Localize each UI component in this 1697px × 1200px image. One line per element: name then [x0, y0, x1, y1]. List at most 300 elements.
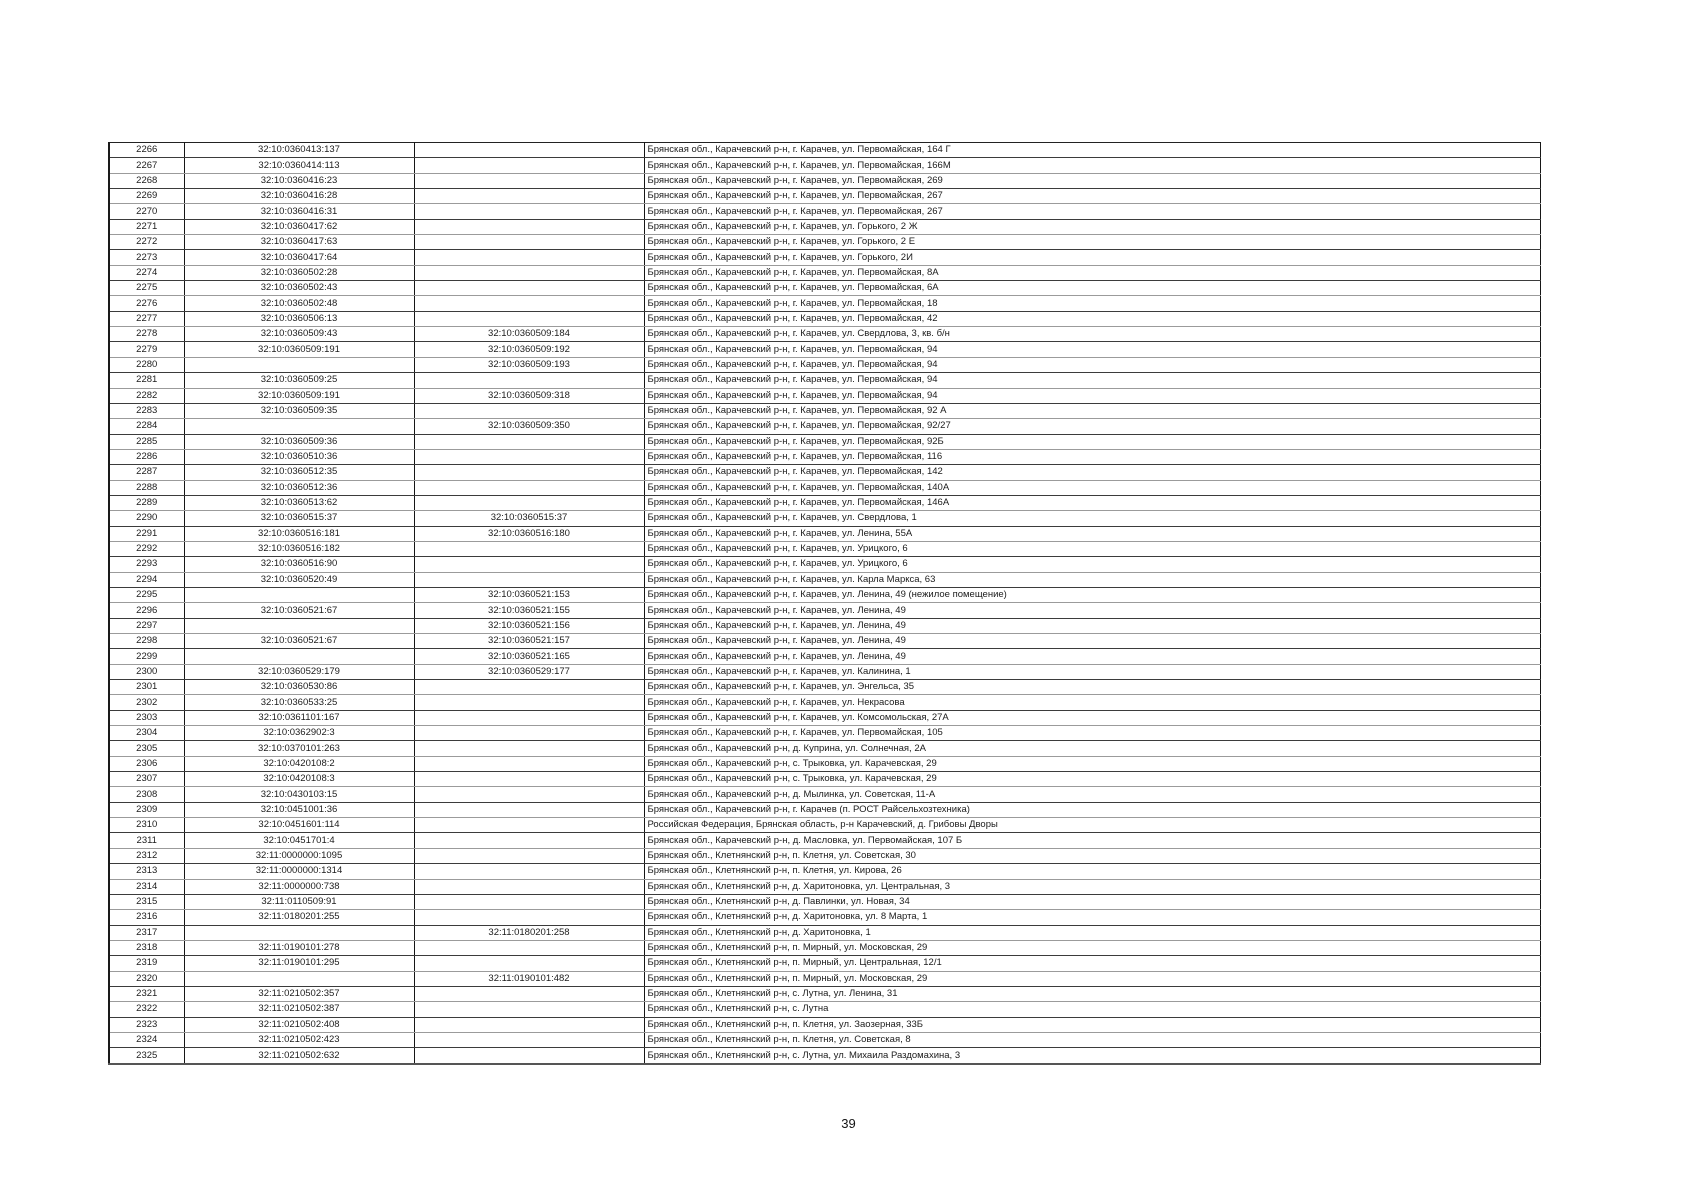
cadastral-number-2-cell [414, 818, 644, 833]
row-number-cell: 2303 [109, 710, 184, 725]
cadastral-number-2-cell [414, 1017, 644, 1032]
address-cell: Брянская обл., Карачевский р-н, г. Карачев, ул. Ленина, 49 [644, 603, 1541, 618]
cadastral-number-2-cell: 32:10:0360509:318 [414, 388, 644, 403]
address-cell: Брянская обл., Карачевский р-н, г. Карачев, ул. Первомайская, 267 [644, 189, 1541, 204]
cadastral-number-cell: 32:10:0451001:36 [184, 802, 414, 817]
cadastral-number-cell: 32:11:0210502:387 [184, 1002, 414, 1017]
cadastral-number-2-cell [414, 864, 644, 879]
table-row [109, 680, 1541, 695]
row-number-cell: 2296 [109, 603, 184, 618]
row-number-cell: 2274 [109, 265, 184, 280]
table-row [109, 940, 1541, 955]
cadastral-number-2-cell [414, 265, 644, 280]
row-number-cell: 2301 [109, 680, 184, 695]
table-row [109, 511, 1541, 526]
table-row [109, 219, 1541, 234]
cadastral-number-cell: 32:10:0451601:114 [184, 818, 414, 833]
table-row [109, 189, 1541, 204]
table-row [109, 373, 1541, 388]
cadastral-number-2-cell: 32:10:0360509:350 [414, 419, 644, 434]
row-number-cell: 2300 [109, 664, 184, 679]
cadastral-number-cell: 32:10:0360417:64 [184, 250, 414, 265]
address-cell: Брянская обл., Клетнянский р-н, д. Харитоновка, ул. Центральная, 3 [644, 879, 1541, 894]
cadastral-number-2-cell [414, 465, 644, 480]
cadastral-number-cell: 32:11:0110509:91 [184, 894, 414, 909]
cadastral-number-cell: 32:10:0360509:191 [184, 388, 414, 403]
cadastral-number-cell: 32:10:0362902:3 [184, 726, 414, 741]
cadastral-number-cell: 32:11:0190101:278 [184, 940, 414, 955]
row-number-cell: 2290 [109, 511, 184, 526]
address-cell: Брянская обл., Карачевский р-н, г. Карачев, ул. Первомайская, 166М [644, 158, 1541, 173]
row-number-cell: 2316 [109, 910, 184, 925]
cadastral-number-cell: 32:11:0190101:295 [184, 956, 414, 971]
table-row [109, 664, 1541, 679]
address-cell: Брянская обл., Клетнянский р-н, с. Лутна [644, 1002, 1541, 1017]
address-cell: Российская Федерация, Брянская область, р-н Карачевский, д. Грибовы Дворы [644, 818, 1541, 833]
address-cell: Брянская обл., Карачевский р-н, г. Карачев, ул. Карла Маркса, 63 [644, 572, 1541, 587]
cadastral-number-2-cell [414, 726, 644, 741]
cadastral-number-cell: 32:11:0210502:632 [184, 1048, 414, 1064]
row-number-cell: 2308 [109, 787, 184, 802]
address-cell: Брянская обл., Клетнянский р-н, д. Харитоновка, ул. 8 Марта, 1 [644, 910, 1541, 925]
table-row [109, 802, 1541, 817]
row-number-cell: 2289 [109, 495, 184, 510]
table-row [109, 787, 1541, 802]
table-row [109, 1017, 1541, 1032]
cadastral-number-2-cell [414, 1002, 644, 1017]
cadastral-number-2-cell [414, 956, 644, 971]
address-cell: Брянская обл., Карачевский р-н, г. Карачев, ул. Энгельса, 35 [644, 680, 1541, 695]
cadastral-number-2-cell [414, 772, 644, 787]
cadastral-number-cell: 32:10:0360509:43 [184, 327, 414, 342]
cadastral-number-cell: 32:10:0360417:62 [184, 219, 414, 234]
table-row [109, 741, 1541, 756]
cadastral-number-2-cell: 32:10:0360515:37 [414, 511, 644, 526]
cadastral-number-cell [184, 618, 414, 633]
row-number-cell: 2298 [109, 634, 184, 649]
cadastral-number-cell [184, 925, 414, 940]
cadastral-number-2-cell [414, 1048, 644, 1064]
row-number-cell: 2310 [109, 818, 184, 833]
address-cell: Брянская обл., Клетнянский р-н, п. Мирный, ул. Московская, 29 [644, 971, 1541, 986]
cadastral-number-cell: 32:10:0360516:182 [184, 541, 414, 556]
cadastral-number-cell: 32:10:0360502:43 [184, 281, 414, 296]
table-row [109, 879, 1541, 894]
row-number-cell: 2320 [109, 971, 184, 986]
cadastral-number-cell: 32:10:0360510:36 [184, 449, 414, 464]
cadastral-number-cell: 32:10:0420108:3 [184, 772, 414, 787]
cadastral-number-2-cell [414, 741, 644, 756]
row-number-cell: 2311 [109, 833, 184, 848]
row-number-cell: 2314 [109, 879, 184, 894]
cadastral-number-cell: 32:10:0360416:28 [184, 189, 414, 204]
row-number-cell: 2294 [109, 572, 184, 587]
cadastral-number-cell: 32:10:0360414:113 [184, 158, 414, 173]
cadastral-number-2-cell [414, 695, 644, 710]
cadastral-number-cell: 32:10:0360509:36 [184, 434, 414, 449]
table-row [109, 726, 1541, 741]
address-cell: Брянская обл., Клетнянский р-н, д. Харитоновка, 1 [644, 925, 1541, 940]
table-row [109, 434, 1541, 449]
address-cell: Брянская обл., Карачевский р-н, г. Карачев, ул. Первомайская, 6А [644, 281, 1541, 296]
cadastral-number-cell: 32:10:0360502:48 [184, 296, 414, 311]
table-row [109, 603, 1541, 618]
cadastral-number-2-cell [414, 680, 644, 695]
address-cell: Брянская обл., Клетнянский р-н, с. Лутна, ул. Михаила Раздомахина, 3 [644, 1048, 1541, 1064]
table-row [109, 296, 1541, 311]
cadastral-number-2-cell [414, 986, 644, 1001]
row-number-cell: 2321 [109, 986, 184, 1001]
cadastral-number-cell: 32:10:0360413:137 [184, 143, 414, 158]
address-cell: Брянская обл., Карачевский р-н, г. Карачев, ул. Калинина, 1 [644, 664, 1541, 679]
cadastral-number-2-cell [414, 541, 644, 556]
table-row [109, 449, 1541, 464]
address-cell: Брянская обл., Карачевский р-н, г. Карачев, ул. Первомайская, 105 [644, 726, 1541, 741]
address-cell: Брянская обл., Карачевский р-н, г. Карачев, ул. Первомайская, 94 [644, 357, 1541, 372]
table-row [109, 848, 1541, 863]
cadastral-number-2-cell: 32:11:0180201:258 [414, 925, 644, 940]
row-number-cell: 2267 [109, 158, 184, 173]
address-cell: Брянская обл., Карачевский р-н, г. Карачев, ул. Свердлова, 1 [644, 511, 1541, 526]
row-number-cell: 2281 [109, 373, 184, 388]
table-row [109, 526, 1541, 541]
row-number-cell: 2292 [109, 541, 184, 556]
table-row [109, 649, 1541, 664]
address-cell: Брянская обл., Карачевский р-н, г. Карачев, ул. Первомайская, 267 [644, 204, 1541, 219]
row-number-cell: 2302 [109, 695, 184, 710]
cadastral-number-cell: 32:10:0360533:25 [184, 695, 414, 710]
table-row [109, 971, 1541, 986]
cadastral-number-2-cell [414, 910, 644, 925]
cadastral-number-cell: 32:10:0360521:67 [184, 634, 414, 649]
cadastral-number-2-cell [414, 940, 644, 955]
row-number-cell: 2304 [109, 726, 184, 741]
table-row [109, 634, 1541, 649]
cadastral-number-2-cell [414, 894, 644, 909]
cadastral-number-cell [184, 357, 414, 372]
cadastral-number-2-cell [414, 373, 644, 388]
cadastral-number-cell: 32:10:0360512:36 [184, 480, 414, 495]
cadastral-number-2-cell: 32:10:0360509:193 [414, 357, 644, 372]
table-row [109, 173, 1541, 188]
cadastral-number-2-cell [414, 557, 644, 572]
table-row [109, 342, 1541, 357]
table-row [109, 818, 1541, 833]
cadastral-number-2-cell: 32:10:0360516:180 [414, 526, 644, 541]
address-cell: Брянская обл., Карачевский р-н, г. Карачев, ул. Свердлова, 3, кв. б/н [644, 327, 1541, 342]
address-cell: Брянская обл., Карачевский р-н, г. Карачев, ул. Первомайская, 146А [644, 495, 1541, 510]
table-row [109, 618, 1541, 633]
row-number-cell: 2317 [109, 925, 184, 940]
row-number-cell: 2276 [109, 296, 184, 311]
cadastral-number-cell: 32:10:0361101:167 [184, 710, 414, 725]
address-cell: Брянская обл., Карачевский р-н, г. Карачев (п. РОСТ Райсельхозтехника) [644, 802, 1541, 817]
table-row [109, 1002, 1541, 1017]
row-number-cell: 2315 [109, 894, 184, 909]
row-number-cell: 2325 [109, 1048, 184, 1064]
table-row [109, 541, 1541, 556]
row-number-cell: 2291 [109, 526, 184, 541]
table-row [109, 265, 1541, 280]
cadastral-number-cell: 32:11:0210502:408 [184, 1017, 414, 1032]
address-cell: Брянская обл., Карачевский р-н, г. Карачев, ул. Первомайская, 94 [644, 373, 1541, 388]
cadastral-number-2-cell [414, 449, 644, 464]
table-row [109, 1048, 1541, 1064]
table-row [109, 388, 1541, 403]
cadastral-number-2-cell: 32:10:0360521:156 [414, 618, 644, 633]
row-number-cell: 2288 [109, 480, 184, 495]
row-number-cell: 2299 [109, 649, 184, 664]
address-cell: Брянская обл., Карачевский р-н, г. Карачев, ул. Горького, 2 Ж [644, 219, 1541, 234]
cadastral-number-cell: 32:10:0430103:15 [184, 787, 414, 802]
cadastral-number-cell: 32:11:0000000:1095 [184, 848, 414, 863]
cadastral-number-2-cell [414, 434, 644, 449]
cadastral-number-cell: 32:10:0360512:35 [184, 465, 414, 480]
row-number-cell: 2323 [109, 1017, 184, 1032]
cadastral-number-2-cell [414, 1032, 644, 1047]
cadastral-number-2-cell: 32:10:0360509:192 [414, 342, 644, 357]
cadastral-number-2-cell [414, 281, 644, 296]
address-cell: Брянская обл., Клетнянский р-н, п. Клетня, ул. Советская, 30 [644, 848, 1541, 863]
table-row [109, 864, 1541, 879]
address-cell: Брянская обл., Карачевский р-н, г. Карачев, ул. Первомайская, 94 [644, 388, 1541, 403]
cadastral-number-2-cell: 32:10:0360521:157 [414, 634, 644, 649]
cadastral-number-2-cell [414, 219, 644, 234]
cadastral-number-cell: 32:11:0210502:357 [184, 986, 414, 1001]
row-number-cell: 2277 [109, 311, 184, 326]
address-cell: Брянская обл., Карачевский р-н, г. Карачев, ул. Первомайская, 94 [644, 342, 1541, 357]
table-row [109, 327, 1541, 342]
cadastral-number-cell: 32:10:0360416:23 [184, 173, 414, 188]
cadastral-number-2-cell: 32:10:0360521:153 [414, 587, 644, 602]
table-row [109, 710, 1541, 725]
address-cell: Брянская обл., Карачевский р-н, г. Карачев, ул. Ленина, 49 [644, 618, 1541, 633]
address-cell: Брянская обл., Клетнянский р-н, п. Мирный, ул. Центральная, 12/1 [644, 956, 1541, 971]
cadastral-number-2-cell: 32:10:0360521:155 [414, 603, 644, 618]
address-cell: Брянская обл., Карачевский р-н, г. Карачев, ул. Ленина, 49 (нежилое помещение) [644, 587, 1541, 602]
row-number-cell: 2286 [109, 449, 184, 464]
cadastral-number-cell: 32:10:0360506:13 [184, 311, 414, 326]
row-number-cell: 2283 [109, 403, 184, 418]
table-row [109, 956, 1541, 971]
cadastral-number-cell: 32:10:0360520:49 [184, 572, 414, 587]
table-row [109, 1032, 1541, 1047]
cadastral-number-cell: 32:11:0210502:423 [184, 1032, 414, 1047]
cadastral-number-cell [184, 649, 414, 664]
cadastral-number-2-cell [414, 173, 644, 188]
table-row [109, 833, 1541, 848]
address-cell: Брянская обл., Карачевский р-н, г. Карачев, ул. Первомайская, 164 Г [644, 143, 1541, 158]
cadastral-number-cell: 32:10:0360417:63 [184, 235, 414, 250]
cadastral-number-2-cell [414, 802, 644, 817]
address-cell: Брянская обл., Карачевский р-н, г. Карачев, ул. Урицкого, 6 [644, 557, 1541, 572]
cadastral-number-2-cell [414, 848, 644, 863]
row-number-cell: 2295 [109, 587, 184, 602]
address-cell: Брянская обл., Карачевский р-н, г. Карачев, ул. Горького, 2И [644, 250, 1541, 265]
address-cell: Брянская обл., Клетнянский р-н, п. Мирный, ул. Московская, 29 [644, 940, 1541, 955]
cadastral-number-2-cell: 32:11:0190101:482 [414, 971, 644, 986]
address-cell: Брянская обл., Карачевский р-н, г. Карачев, ул. Ленина, 49 [644, 649, 1541, 664]
cadastral-number-cell: 32:10:0360509:25 [184, 373, 414, 388]
address-cell: Брянская обл., Карачевский р-н, г. Карачев, ул. Первомайская, 269 [644, 173, 1541, 188]
table-row [109, 495, 1541, 510]
table-row [109, 419, 1541, 434]
address-cell: Брянская обл., Карачевский р-н, г. Карачев, ул. Горького, 2 Е [644, 235, 1541, 250]
table-row [109, 465, 1541, 480]
address-cell: Брянская обл., Клетнянский р-н, п. Клетня, ул. Заозерная, 33Б [644, 1017, 1541, 1032]
table-row [109, 204, 1541, 219]
cadastral-number-cell [184, 419, 414, 434]
cadastral-number-cell: 32:10:0360509:35 [184, 403, 414, 418]
registry-table-body [109, 143, 1541, 1065]
address-cell: Брянская обл., Карачевский р-н, д. Куприна, ул. Солнечная, 2А [644, 741, 1541, 756]
row-number-cell: 2268 [109, 173, 184, 188]
table-row [109, 235, 1541, 250]
address-cell: Брянская обл., Карачевский р-н, г. Карачев, ул. Первомайская, 142 [644, 465, 1541, 480]
table-row [109, 143, 1541, 158]
row-number-cell: 2278 [109, 327, 184, 342]
cadastral-number-2-cell [414, 311, 644, 326]
address-cell: Брянская обл., Клетнянский р-н, с. Лутна, ул. Ленина, 31 [644, 986, 1541, 1001]
cadastral-number-2-cell [414, 833, 644, 848]
address-cell: Брянская обл., Карачевский р-н, с. Трыковка, ул. Карачевская, 29 [644, 756, 1541, 771]
row-number-cell: 2275 [109, 281, 184, 296]
row-number-cell: 2285 [109, 434, 184, 449]
row-number-cell: 2280 [109, 357, 184, 372]
row-number-cell: 2309 [109, 802, 184, 817]
row-number-cell: 2297 [109, 618, 184, 633]
row-number-cell: 2269 [109, 189, 184, 204]
table-row [109, 480, 1541, 495]
cadastral-number-2-cell [414, 204, 644, 219]
address-cell: Брянская обл., Клетнянский р-н, д. Павлинки, ул. Новая, 34 [644, 894, 1541, 909]
cadastral-number-cell: 32:11:0000000:1314 [184, 864, 414, 879]
address-cell: Брянская обл., Карачевский р-н, г. Карачев, ул. Первомайская, 18 [644, 296, 1541, 311]
cadastral-number-cell: 32:10:0360530:86 [184, 680, 414, 695]
address-cell: Брянская обл., Карачевский р-н, г. Карачев, ул. Комсомольская, 27А [644, 710, 1541, 725]
address-cell: Брянская обл., Карачевский р-н, д. Масловка, ул. Первомайская, 107 Б [644, 833, 1541, 848]
row-number-cell: 2319 [109, 956, 184, 971]
cadastral-number-2-cell [414, 235, 644, 250]
address-cell: Брянская обл., Карачевский р-н, г. Карачев, ул. Первомайская, 140А [644, 480, 1541, 495]
row-number-cell: 2322 [109, 1002, 184, 1017]
table-row [109, 910, 1541, 925]
address-cell: Брянская обл., Карачевский р-н, г. Карачев, ул. Урицкого, 6 [644, 541, 1541, 556]
cadastral-number-cell: 32:10:0360509:191 [184, 342, 414, 357]
cadastral-number-2-cell [414, 480, 644, 495]
address-cell: Брянская обл., Карачевский р-н, д. Мылинка, ул. Советская, 11-А [644, 787, 1541, 802]
row-number-cell: 2287 [109, 465, 184, 480]
row-number-cell: 2279 [109, 342, 184, 357]
address-cell: Брянская обл., Клетнянский р-н, п. Клетня, ул. Советская, 8 [644, 1032, 1541, 1047]
table-row [109, 986, 1541, 1001]
cadastral-number-2-cell: 32:10:0360529:177 [414, 664, 644, 679]
table-row [109, 403, 1541, 418]
cadastral-number-2-cell [414, 879, 644, 894]
row-number-cell: 2293 [109, 557, 184, 572]
row-number-cell: 2272 [109, 235, 184, 250]
table-row [109, 557, 1541, 572]
table-row [109, 894, 1541, 909]
cadastral-number-2-cell [414, 403, 644, 418]
table-row [109, 250, 1541, 265]
row-number-cell: 2305 [109, 741, 184, 756]
cadastral-number-cell: 32:10:0360515:37 [184, 511, 414, 526]
cadastral-number-2-cell [414, 158, 644, 173]
cadastral-number-2-cell [414, 756, 644, 771]
cadastral-number-2-cell [414, 495, 644, 510]
table-row [109, 587, 1541, 602]
cadastral-registry-table [108, 142, 1541, 1065]
row-number-cell: 2312 [109, 848, 184, 863]
cadastral-number-cell: 32:10:0360513:62 [184, 495, 414, 510]
cadastral-number-cell: 32:10:0360521:67 [184, 603, 414, 618]
table-row [109, 357, 1541, 372]
cadastral-number-cell: 32:10:0360416:31 [184, 204, 414, 219]
row-number-cell: 2282 [109, 388, 184, 403]
cadastral-number-2-cell: 32:10:0360521:165 [414, 649, 644, 664]
address-cell: Брянская обл., Карачевский р-н, г. Карачев, ул. Первомайская, 42 [644, 311, 1541, 326]
row-number-cell: 2271 [109, 219, 184, 234]
page-number: 39 [841, 1116, 856, 1131]
address-cell: Брянская обл., Карачевский р-н, г. Карачев, ул. Первомайская, 8А [644, 265, 1541, 280]
row-number-cell: 2273 [109, 250, 184, 265]
row-number-cell: 2284 [109, 419, 184, 434]
table-row [109, 756, 1541, 771]
address-cell: Брянская обл., Карачевский р-н, г. Карачев, ул. Первомайская, 116 [644, 449, 1541, 464]
cadastral-number-cell: 32:10:0451701:4 [184, 833, 414, 848]
cadastral-number-2-cell [414, 250, 644, 265]
address-cell: Брянская обл., Карачевский р-н, с. Трыковка, ул. Карачевская, 29 [644, 772, 1541, 787]
cadastral-number-cell: 32:11:0180201:255 [184, 910, 414, 925]
address-cell: Брянская обл., Карачевский р-н, г. Карачев, ул. Первомайская, 92 А [644, 403, 1541, 418]
row-number-cell: 2313 [109, 864, 184, 879]
row-number-cell: 2270 [109, 204, 184, 219]
cadastral-number-cell: 32:10:0360516:90 [184, 557, 414, 572]
cadastral-number-cell: 32:10:0370101:263 [184, 741, 414, 756]
address-cell: Брянская обл., Карачевский р-н, г. Карачев, ул. Ленина, 49 [644, 634, 1541, 649]
address-cell: Брянская обл., Карачевский р-н, г. Карачев, ул. Некрасова [644, 695, 1541, 710]
cadastral-number-cell: 32:10:0360516:181 [184, 526, 414, 541]
address-cell: Брянская обл., Клетнянский р-н, п. Клетня, ул. Кирова, 26 [644, 864, 1541, 879]
address-cell: Брянская обл., Карачевский р-н, г. Карачев, ул. Первомайская, 92Б [644, 434, 1541, 449]
row-number-cell: 2324 [109, 1032, 184, 1047]
cadastral-number-2-cell [414, 296, 644, 311]
cadastral-number-cell [184, 587, 414, 602]
row-number-cell: 2307 [109, 772, 184, 787]
cadastral-number-cell [184, 971, 414, 986]
cadastral-number-2-cell [414, 572, 644, 587]
cadastral-number-cell: 32:10:0360502:28 [184, 265, 414, 280]
row-number-cell: 2306 [109, 756, 184, 771]
cadastral-number-2-cell [414, 143, 644, 158]
table-row [109, 772, 1541, 787]
row-number-cell: 2318 [109, 940, 184, 955]
table-row [109, 695, 1541, 710]
table-row [109, 158, 1541, 173]
cadastral-number-cell: 32:10:0360529:179 [184, 664, 414, 679]
cadastral-number-cell: 32:10:0420108:2 [184, 756, 414, 771]
address-cell: Брянская обл., Карачевский р-н, г. Карачев, ул. Первомайская, 92/27 [644, 419, 1541, 434]
cadastral-number-2-cell [414, 787, 644, 802]
cadastral-number-2-cell: 32:10:0360509:184 [414, 327, 644, 342]
address-cell: Брянская обл., Карачевский р-н, г. Карачев, ул. Ленина, 55А [644, 526, 1541, 541]
cadastral-number-cell: 32:11:0000000:738 [184, 879, 414, 894]
table-row [109, 281, 1541, 296]
table-row [109, 311, 1541, 326]
row-number-cell: 2266 [109, 143, 184, 158]
cadastral-number-2-cell [414, 189, 644, 204]
